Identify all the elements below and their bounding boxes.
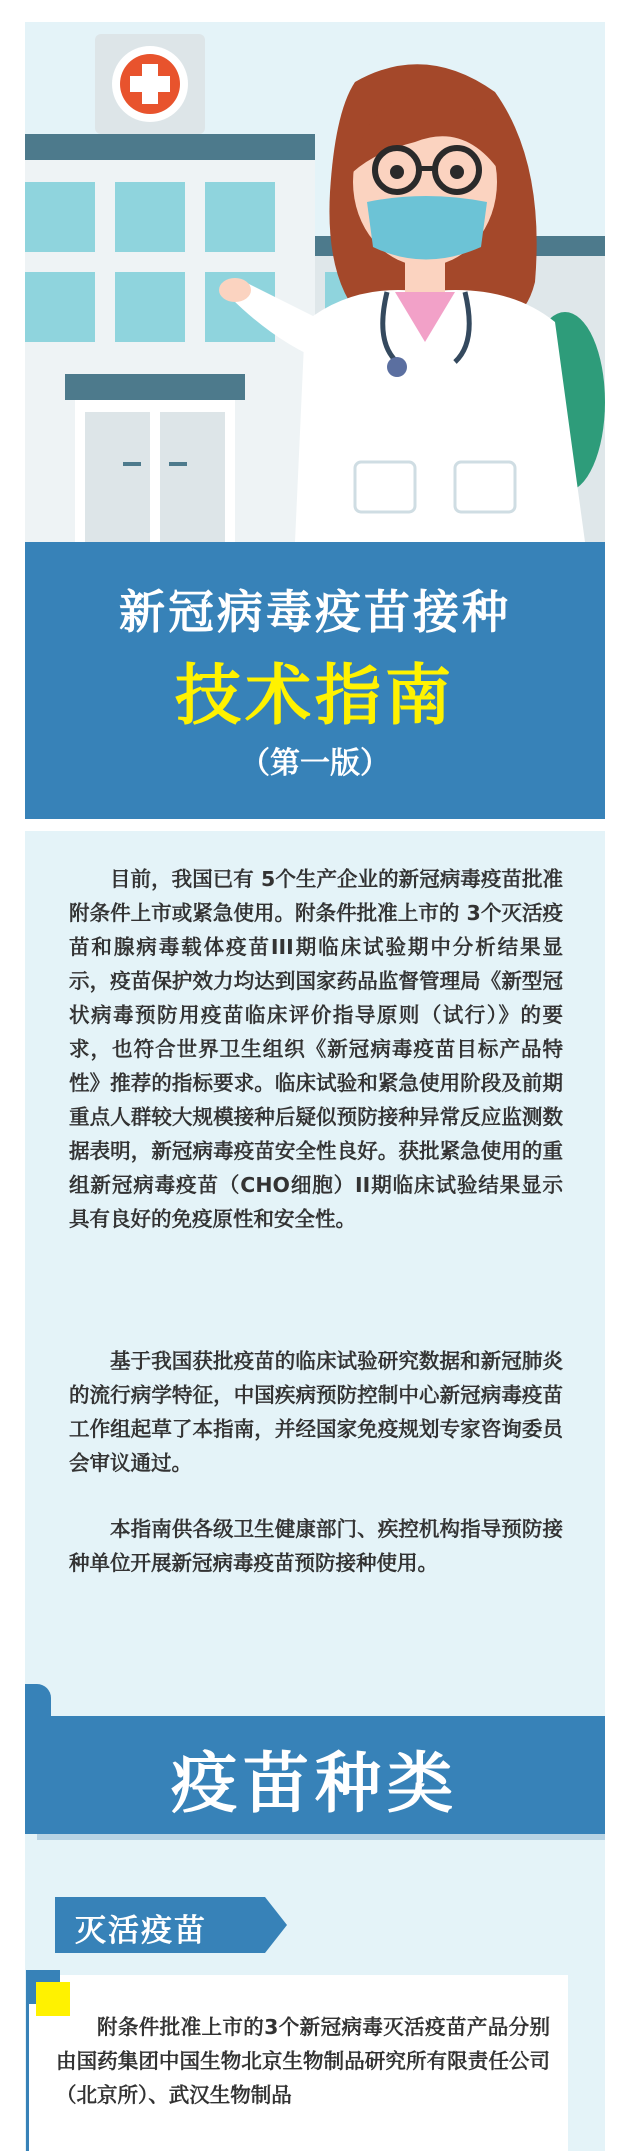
intro-paragraph-3: 本指南供各级卫生健康部门、疾控机构指导预防接种单位开展新冠病毒疫苗预防接种使用。 [69, 1517, 563, 1575]
intro-paragraph-2: 基于我国获批疫苗的临床试验研究数据和新冠肺炎的流行病学特征，中国疾病预防控制中心新冠病毒疫苗工作组起草了本指南，并经国家免疫规划专家咨询委员会审议通过。 [69, 1349, 563, 1475]
section-title: 疫苗种类 [171, 1745, 459, 1822]
tag-arrow-icon [265, 1897, 287, 1953]
title-line2: 技术指南 [175, 657, 455, 734]
ribbon-shadow [37, 1834, 605, 1840]
face-mask-icon [367, 196, 487, 260]
stethoscope-icon [387, 357, 407, 377]
banner-divider [25, 819, 605, 831]
card-text: 附条件批准上市的3个新冠病毒灭活疫苗产品分别由国药集团中国生物北京生物制品研究所有限责任公司（北京所）、武汉生物制品 [56, 2015, 550, 2107]
ribbon-band [25, 1716, 605, 1834]
edition-label: （第一版） [240, 746, 390, 781]
intro-paragraph-1: 目前，我国已有 5个生产企业的新冠病毒疫苗批准附条件上市或紧急使用。附条件批准上市的 3个灭活疫苗和腺病毒载体疫苗III期临床试验期中分析结果显示，疫苗保护效力均达到国家药品监督管理局《新型冠状病毒预防用疫苗临床评价指导原则（试行）》的要求，也符合世界卫生组织《新冠病毒疫苗目标产品特性》推荐的指标要求。临床试验和紧急使用阶段及前期重点人群较大规模接种后疑似预防接种异常反应监测数据表明，新冠病毒疫苗安全性良好。获批紧急使用的重组新冠病毒疫苗（CHO细胞）II期临床试验结果显示具有良好的免疫原性和安全性。 [69, 867, 563, 1231]
section-ribbon [25, 1684, 605, 1844]
title-banner [25, 542, 605, 819]
page-frame [25, 22, 605, 2151]
hospital-doctor-illustration [25, 22, 605, 542]
subsection-label: 灭活疫苗 [75, 1913, 207, 1949]
title-line1: 新冠病毒疫苗接种 [119, 585, 511, 639]
hero-illustration [25, 22, 605, 542]
subsection-tag [55, 1897, 285, 1953]
